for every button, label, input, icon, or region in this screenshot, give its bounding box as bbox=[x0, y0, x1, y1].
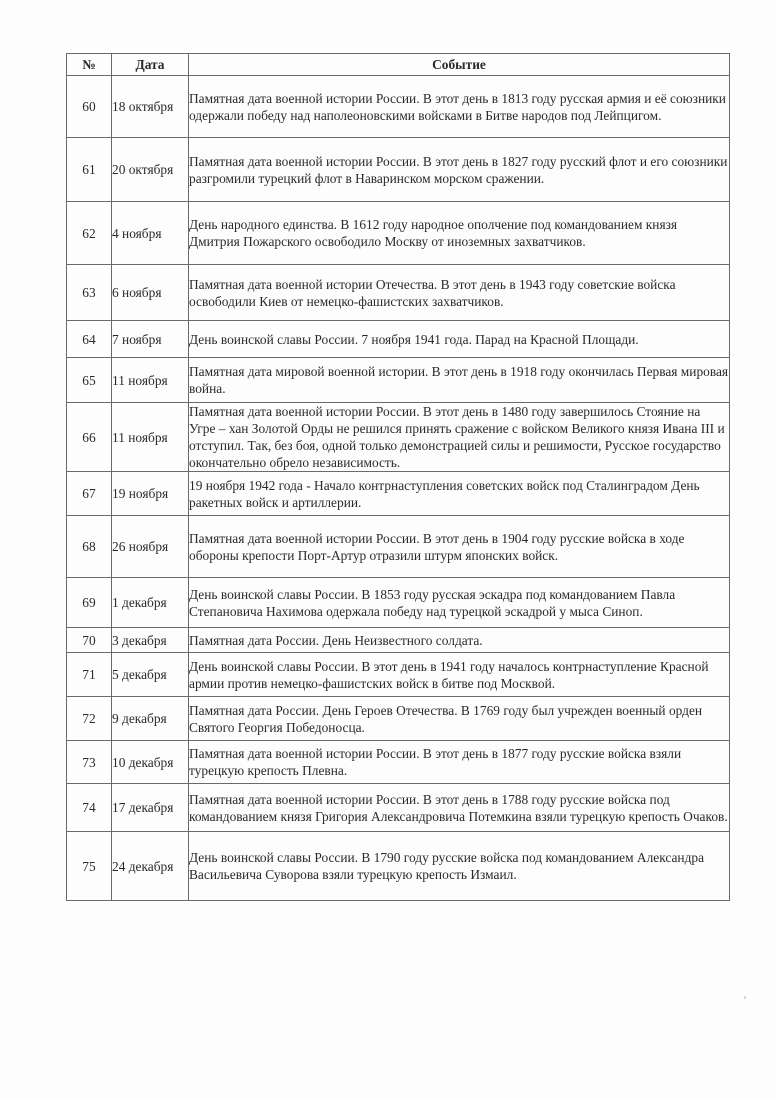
row-number: 69 bbox=[67, 578, 112, 628]
table-row bbox=[67, 832, 730, 901]
table-header-row bbox=[67, 54, 730, 76]
table-row bbox=[67, 472, 730, 516]
row-event: Памятная дата России. День Героев Отечества. В 1769 году был учрежден военный орден Святого Георгия Победоносца. bbox=[189, 697, 730, 741]
row-event: День воинской славы России. 7 ноября 1941 года. Парад на Красной Площади. bbox=[189, 321, 730, 358]
events-table bbox=[66, 53, 730, 901]
row-event: Памятная дата военной истории России. В этот день в 1904 году русские войска в ходе обороны крепости Порт-Артур отразили штурм японских войск. bbox=[189, 516, 730, 578]
table-row bbox=[67, 265, 730, 321]
row-event: Памятная дата военной истории России. В этот день в 1788 году русские войска под командованием князя Григория Александровича Потемкина взяли турецкую крепость Очаков. bbox=[189, 784, 730, 832]
row-date: 3 декабря bbox=[112, 628, 189, 653]
row-number: 62 bbox=[67, 202, 112, 265]
row-event: Памятная дата военной истории России. В этот день в 1827 году русский флот и его союзники разгромили турецкий флот в Наваринском морском сражении. bbox=[189, 138, 730, 202]
row-number: 72 bbox=[67, 697, 112, 741]
table-row bbox=[67, 403, 730, 472]
header-date: Дата bbox=[112, 54, 189, 76]
row-event: Памятная дата России. День Неизвестного солдата. bbox=[189, 628, 730, 653]
row-event: День народного единства. В 1612 году народное ополчение под командованием князя Дмитрия Пожарского освободило Москву от иноземных захватчиков. bbox=[189, 202, 730, 265]
row-number: 65 bbox=[67, 358, 112, 403]
row-number: 71 bbox=[67, 653, 112, 697]
table-row bbox=[67, 76, 730, 138]
row-number: 67 bbox=[67, 472, 112, 516]
table-row bbox=[67, 628, 730, 653]
row-number: 61 bbox=[67, 138, 112, 202]
row-number: 66 bbox=[67, 403, 112, 472]
row-date: 19 ноября bbox=[112, 472, 189, 516]
row-date: 10 декабря bbox=[112, 741, 189, 784]
row-date: 6 ноября bbox=[112, 265, 189, 321]
row-event: День воинской славы России. В 1790 году русские войска под командованием Александра Васильевича Суворова взяли турецкую крепость Измаил. bbox=[189, 832, 730, 901]
row-number: 64 bbox=[67, 321, 112, 358]
row-number: 70 bbox=[67, 628, 112, 653]
row-event: Памятная дата военной истории России. В этот день в 1877 году русские войска взяли турецкую крепость Плевна. bbox=[189, 741, 730, 784]
table-row bbox=[67, 653, 730, 697]
row-number: 60 bbox=[67, 76, 112, 138]
header-number: № bbox=[67, 54, 112, 76]
row-date: 1 декабря bbox=[112, 578, 189, 628]
row-event: Памятная дата мировой военной истории. В этот день в 1918 году окончилась Первая мировая война. bbox=[189, 358, 730, 403]
row-number: 74 bbox=[67, 784, 112, 832]
header-event: Событие bbox=[189, 54, 730, 76]
row-date: 26 ноября bbox=[112, 516, 189, 578]
row-date: 9 декабря bbox=[112, 697, 189, 741]
row-event: День воинской славы России. В этот день в 1941 году началось контрнаступление Красной армии против немецко-фашистских войск в битве под Москвой. bbox=[189, 653, 730, 697]
table-row bbox=[67, 741, 730, 784]
row-event: День воинской славы России. В 1853 году русская эскадра под командованием Павла Степановича Нахимова одержала победу над турецкой эскадрой у мыса Синоп. bbox=[189, 578, 730, 628]
row-date: 20 октября bbox=[112, 138, 189, 202]
row-number: 63 bbox=[67, 265, 112, 321]
row-number: 73 bbox=[67, 741, 112, 784]
row-date: 17 декабря bbox=[112, 784, 189, 832]
row-event: Памятная дата военной истории России. В этот день в 1480 году завершилось Стояние на Угре – хан Золотой Орды не решился принять сражение с войском Великого князя Ивана III и отступил. Так, без боя, одной только демонстрацией силы и решимости, Русское государство окончательно обрело независимость. bbox=[189, 403, 730, 472]
row-date: 24 декабря bbox=[112, 832, 189, 901]
row-date: 4 ноября bbox=[112, 202, 189, 265]
row-event: 19 ноября 1942 года - Начало контрнаступления советских войск под Сталинградом День ракетных войск и артиллерии. bbox=[189, 472, 730, 516]
row-number: 75 bbox=[67, 832, 112, 901]
row-date: 11 ноября bbox=[112, 358, 189, 403]
table-row bbox=[67, 138, 730, 202]
row-date: 18 октября bbox=[112, 76, 189, 138]
table-row bbox=[67, 321, 730, 358]
row-event: Памятная дата военной истории Отечества. В этот день в 1943 году советские войска освободили Киев от немецко-фашистских захватчиков. bbox=[189, 265, 730, 321]
row-event: Памятная дата военной истории России. В этот день в 1813 году русская армия и её союзники одержали победу над наполеоновскими войсками в Битве народов под Лейпцигом. bbox=[189, 76, 730, 138]
table-row bbox=[67, 697, 730, 741]
table-row bbox=[67, 516, 730, 578]
row-date: 11 ноября bbox=[112, 403, 189, 472]
table-row bbox=[67, 202, 730, 265]
table-row bbox=[67, 358, 730, 403]
row-date: 5 декабря bbox=[112, 653, 189, 697]
table-row bbox=[67, 578, 730, 628]
row-number: 68 bbox=[67, 516, 112, 578]
scan-speck bbox=[744, 996, 746, 999]
table-row bbox=[67, 784, 730, 832]
row-date: 7 ноября bbox=[112, 321, 189, 358]
